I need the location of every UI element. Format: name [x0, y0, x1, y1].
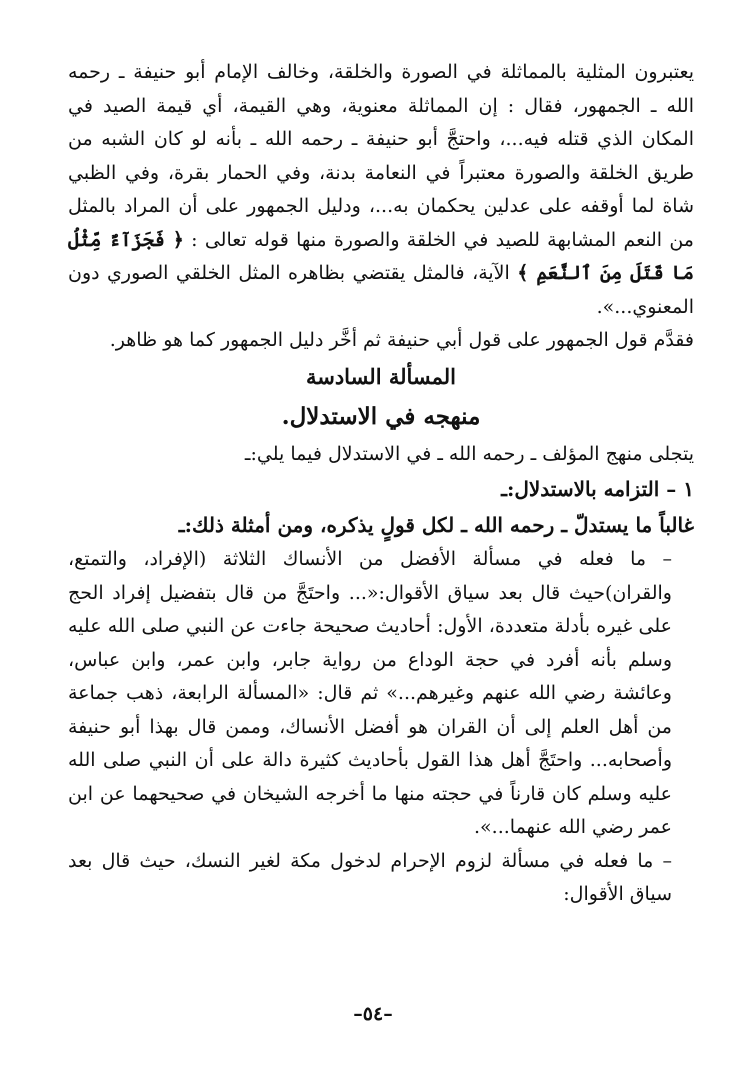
point-1-heading: ١ – التزامه بالاستدلال:ـ	[501, 477, 694, 501]
point-1-subheading: غالباً ما يستدلّ ـ رحمه الله ـ لكل قولٍ يذكره، ومن أمثلة ذلك:ـ	[178, 513, 694, 537]
example-1-paragraph: – ما فعله في مسألة الأفضل من الأنساك الثلاثة (الإفراد، والتمتع، والقران)حيث قال بعد سياق الأقوال:«... واحتَجَّ من قال بتفضيل إفراد الحج على غيره بأدلة متعددة، الأول: أحاديث صحيحة جاءت عن النبي صلى الله عليه وسلم بأنه أفرد في حجة الوداع من رواية جابر، وابن عمر، وابن عباس، وعائشة رضي الله عنهم وغيرهم...» ثم قال: «المسألة الرابعة، ذهب جماعة من أهل العلم إلى أن القران هو أفضل الأنساك، وممن قال بهذا أبو حنيفة وأصحابه... واحتَجَّ أهل هذا القول بأحاديث كثيرة دالة على أن النبي صلى الله عليه وسلم كان قارناً في حجته منها ما أخرجه الشيخان في صحيحهما عن ابن عمر رضي الله عنهما...».	[68, 548, 672, 838]
paragraph-after-verse: الآية، فالمثل يقتضي بظاهره المثل الخلقي الصوري دون المعنوي...».	[68, 262, 694, 318]
section-heading-method: منهجه في الاستدلال.	[281, 402, 481, 430]
verse-close-bracket: ﴾	[517, 262, 529, 284]
intro-line: يتجلى منهج المؤلف ـ رحمه الله ـ في الاستدلال فيما يلي:ـ	[244, 442, 694, 465]
paragraph-summary: فقدَّم قول الجمهور على قول أبي حنيفة ثم أخَّر دليل الجمهور كما هو ظاهر.	[109, 329, 694, 351]
page-number: –٥٤–	[353, 1003, 393, 1025]
verse-open-bracket: ﴿	[172, 228, 184, 251]
example-2-paragraph: – ما فعله في مسألة لزوم الإحرام لدخول مكة لغير النسك، حيث قال بعد سياق الأقوال:	[68, 849, 672, 905]
paragraph-opening-text: يعتبرون المثلية بالمماثلة في الصورة والخلقة، وخالف الإمام أبو حنيفة ـ رحمه الله ـ الجمهور، فقال : إن المماثلة معنوية، وهي القيمة، أي قيمة الصيد في المكان الذي قتله فيه...، واحتجَّ أبو حنيفة ـ رحمه الله ـ بأنه لو كان الشبه من طريق الخلقة والصورة معتبراً في النعامة بدنة، وفي الحمار بقرة، وفي الظبي شاة لما أوقفه على عدلين يحكمان به...، ودليل الجمهور على أن المراد بالمثل من النعم المشابهة للصيد في الخلقة والصورة منها قوله تعالى :	[68, 61, 694, 251]
section-heading-issue: المسألة السادسة	[305, 363, 457, 389]
paragraph-opening	[68, 56, 694, 324]
document-page	[68, 56, 694, 912]
verse-text: فَجَزَآءٌ مِّثْلُ مَا قَتَلَ مِنَ ٱلنَّعَمِ	[68, 228, 694, 284]
